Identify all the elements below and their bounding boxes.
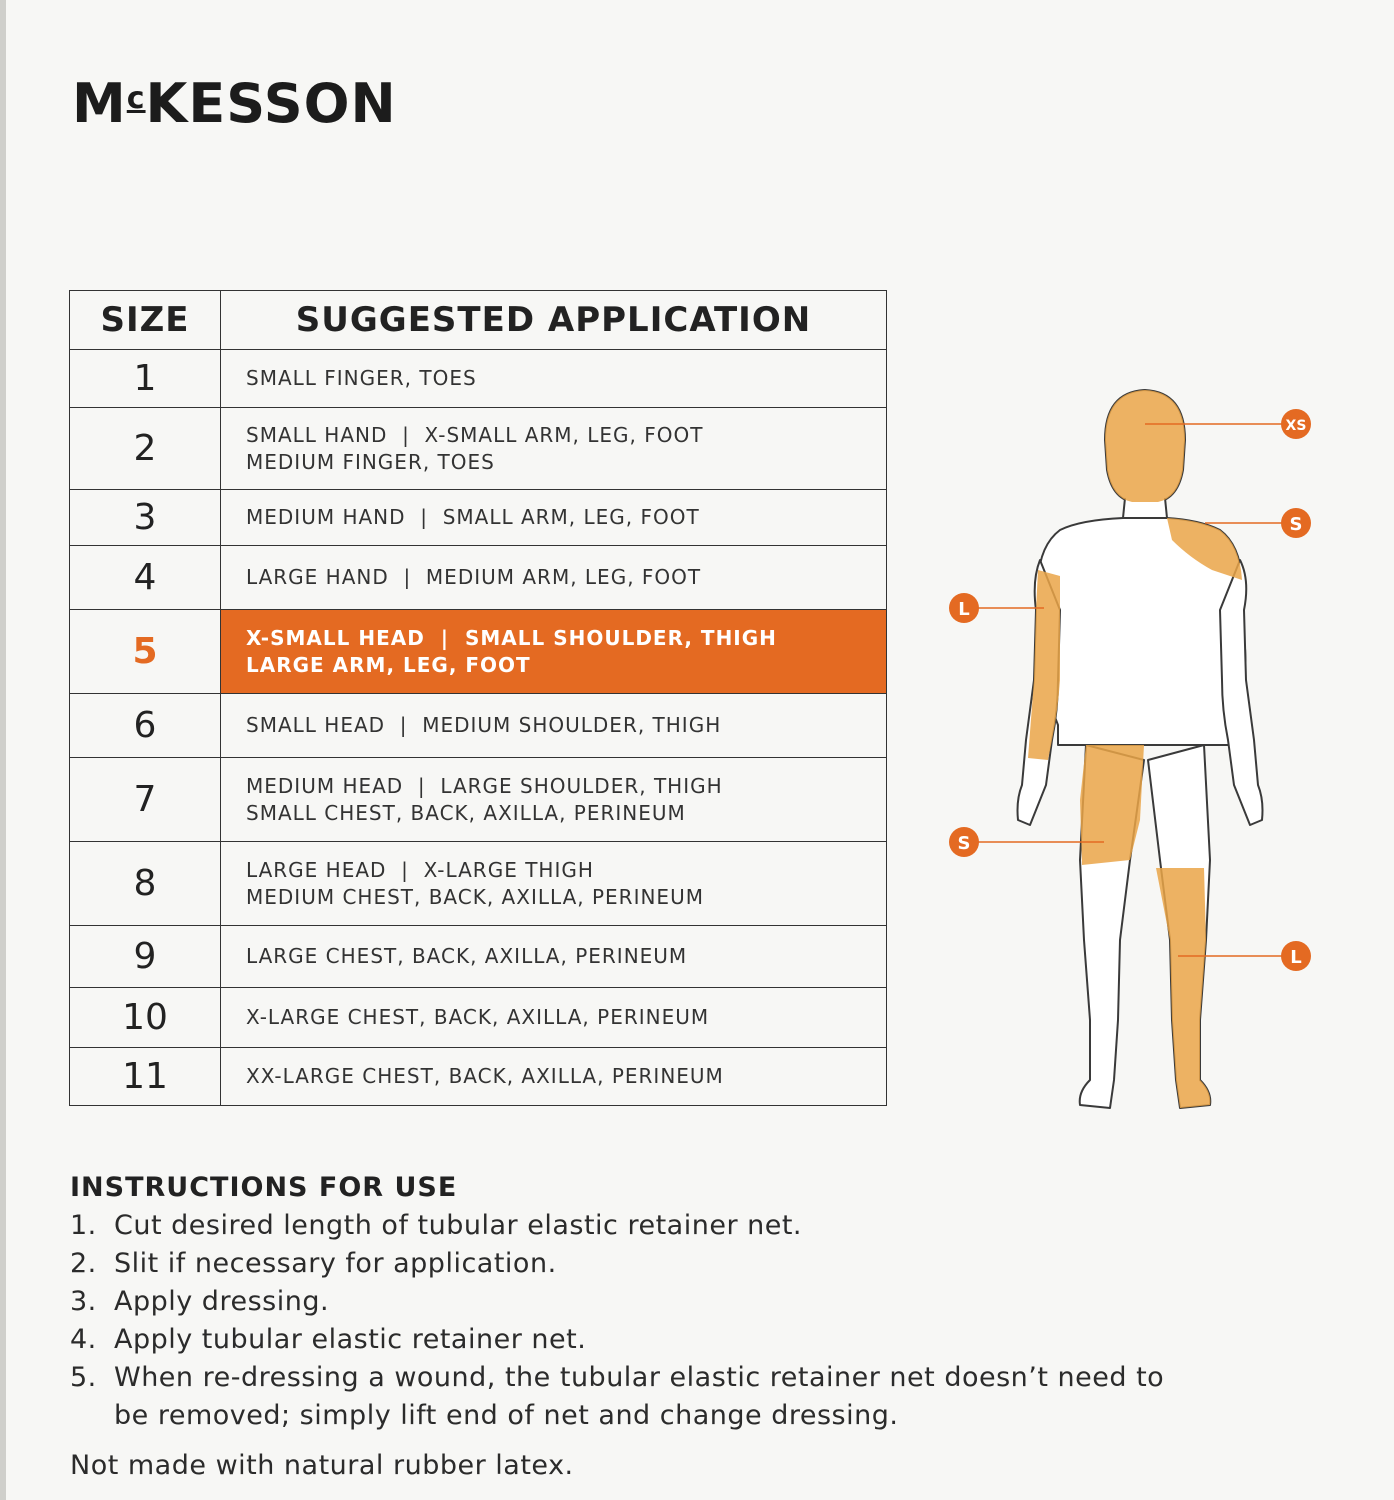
application-line: X-LARGE CHEST, BACK, AXILLA, PERINEUM bbox=[246, 1005, 710, 1029]
size-cell: 1 bbox=[70, 350, 221, 408]
badge-leg-l bbox=[1281, 941, 1311, 971]
badge-xs bbox=[1281, 409, 1311, 439]
table-row bbox=[70, 758, 887, 842]
svg-text:S: S bbox=[957, 833, 971, 854]
instructions-section bbox=[70, 1172, 1170, 1435]
instruction-text: Apply tubular elastic retainer net. bbox=[114, 1324, 587, 1355]
instruction-text: When re-dressing a wound, the tubular elastic retainer net doesn’t need to be removed; simply lift end of net and change dressing. bbox=[114, 1362, 1165, 1431]
size-cell: 5 bbox=[70, 610, 221, 694]
instruction-item bbox=[70, 1245, 1170, 1283]
application-line: X-SMALL HEAD | SMALL SHOULDER, THIGH bbox=[246, 625, 777, 650]
size-chart-table bbox=[69, 290, 887, 1106]
instruction-number: 4. bbox=[70, 1324, 97, 1355]
table-row bbox=[70, 350, 887, 408]
badge-shoulder-s bbox=[1281, 508, 1311, 538]
instruction-number: 1. bbox=[70, 1210, 97, 1241]
instruction-text: Apply dressing. bbox=[114, 1286, 330, 1317]
table-row bbox=[70, 490, 887, 546]
table-header-row bbox=[70, 291, 887, 350]
application-cell bbox=[221, 610, 887, 694]
svg-text:L: L bbox=[1290, 947, 1302, 968]
application-line: SMALL CHEST, BACK, AXILLA, PERINEUM bbox=[246, 800, 686, 825]
application-line: SMALL FINGER, TOES bbox=[246, 366, 477, 390]
size-cell: 3 bbox=[70, 490, 221, 546]
size-rows bbox=[70, 350, 887, 1106]
application-line: SMALL HAND | X-SMALL ARM, LEG, FOOT bbox=[246, 422, 704, 447]
application-line: MEDIUM HAND | SMALL ARM, LEG, FOOT bbox=[246, 505, 700, 529]
application-cell bbox=[221, 758, 887, 842]
size-cell: 6 bbox=[70, 694, 221, 758]
table-row bbox=[70, 842, 887, 926]
instruction-number: 3. bbox=[70, 1286, 97, 1317]
application-line: LARGE HEAD | X-LARGE THIGH bbox=[246, 857, 594, 882]
instruction-item bbox=[70, 1321, 1170, 1359]
application-line: LARGE ARM, LEG, FOOT bbox=[246, 652, 531, 677]
size-cell: 4 bbox=[70, 546, 221, 610]
table-row bbox=[70, 926, 887, 988]
application-line: MEDIUM FINGER, TOES bbox=[246, 449, 495, 474]
shade-thigh bbox=[1080, 745, 1144, 865]
application-cell bbox=[221, 546, 887, 610]
latex-note: Not made with natural rubber latex. bbox=[70, 1450, 574, 1481]
application-cell bbox=[221, 490, 887, 546]
mckesson-logo: $M^cKESSON$ bbox=[72, 72, 397, 135]
table-row bbox=[70, 408, 887, 490]
badge-thigh-s bbox=[949, 827, 979, 857]
size-cell: 2 bbox=[70, 408, 221, 490]
svg-text:L: L bbox=[958, 599, 970, 620]
table-row bbox=[70, 546, 887, 610]
application-cell bbox=[221, 694, 887, 758]
application-cell bbox=[221, 350, 887, 408]
instructions-list bbox=[70, 1207, 1170, 1435]
instruction-text: Slit if necessary for application. bbox=[114, 1248, 557, 1279]
instruction-text: Cut desired length of tubular elastic retainer net. bbox=[114, 1210, 803, 1241]
svg-text:XS: XS bbox=[1285, 418, 1307, 434]
body-figure bbox=[940, 380, 1320, 1120]
instruction-item bbox=[70, 1283, 1170, 1321]
table-row bbox=[70, 1048, 887, 1106]
application-cell bbox=[221, 1048, 887, 1106]
table-row bbox=[70, 694, 887, 758]
application-cell bbox=[221, 926, 887, 988]
svg-text:S: S bbox=[1289, 514, 1303, 535]
application-cell bbox=[221, 408, 887, 490]
header-size: SIZE bbox=[70, 291, 221, 350]
application-line: SMALL HEAD | MEDIUM SHOULDER, THIGH bbox=[246, 713, 722, 737]
instruction-item bbox=[70, 1207, 1170, 1245]
size-cell: 11 bbox=[70, 1048, 221, 1106]
instructions-title: INSTRUCTIONS FOR USE bbox=[70, 1172, 458, 1203]
table-row bbox=[70, 988, 887, 1048]
size-cell: 9 bbox=[70, 926, 221, 988]
header-application: SUGGESTED APPLICATION bbox=[221, 291, 887, 350]
application-line: MEDIUM CHEST, BACK, AXILLA, PERINEUM bbox=[246, 884, 704, 909]
instruction-item bbox=[70, 1359, 1170, 1435]
shade-leg bbox=[1156, 868, 1210, 1108]
size-cell: 10 bbox=[70, 988, 221, 1048]
box-edge bbox=[0, 0, 6, 1500]
size-cell: 7 bbox=[70, 758, 221, 842]
application-cell bbox=[221, 842, 887, 926]
application-cell bbox=[221, 988, 887, 1048]
application-line: LARGE CHEST, BACK, AXILLA, PERINEUM bbox=[246, 944, 688, 968]
instruction-number: 2. bbox=[70, 1248, 97, 1279]
shade-arm bbox=[1028, 570, 1060, 760]
figure-arm-right bbox=[1220, 560, 1263, 825]
application-line: XX-LARGE CHEST, BACK, AXILLA, PERINEUM bbox=[246, 1064, 724, 1088]
application-line: MEDIUM HEAD | LARGE SHOULDER, THIGH bbox=[246, 773, 723, 798]
shade-head bbox=[1105, 390, 1185, 502]
size-cell: 8 bbox=[70, 842, 221, 926]
table-row bbox=[70, 610, 887, 694]
application-line: LARGE HAND | MEDIUM ARM, LEG, FOOT bbox=[246, 565, 702, 589]
instruction-number: 5. bbox=[70, 1362, 97, 1393]
badge-arm-l bbox=[949, 593, 979, 623]
